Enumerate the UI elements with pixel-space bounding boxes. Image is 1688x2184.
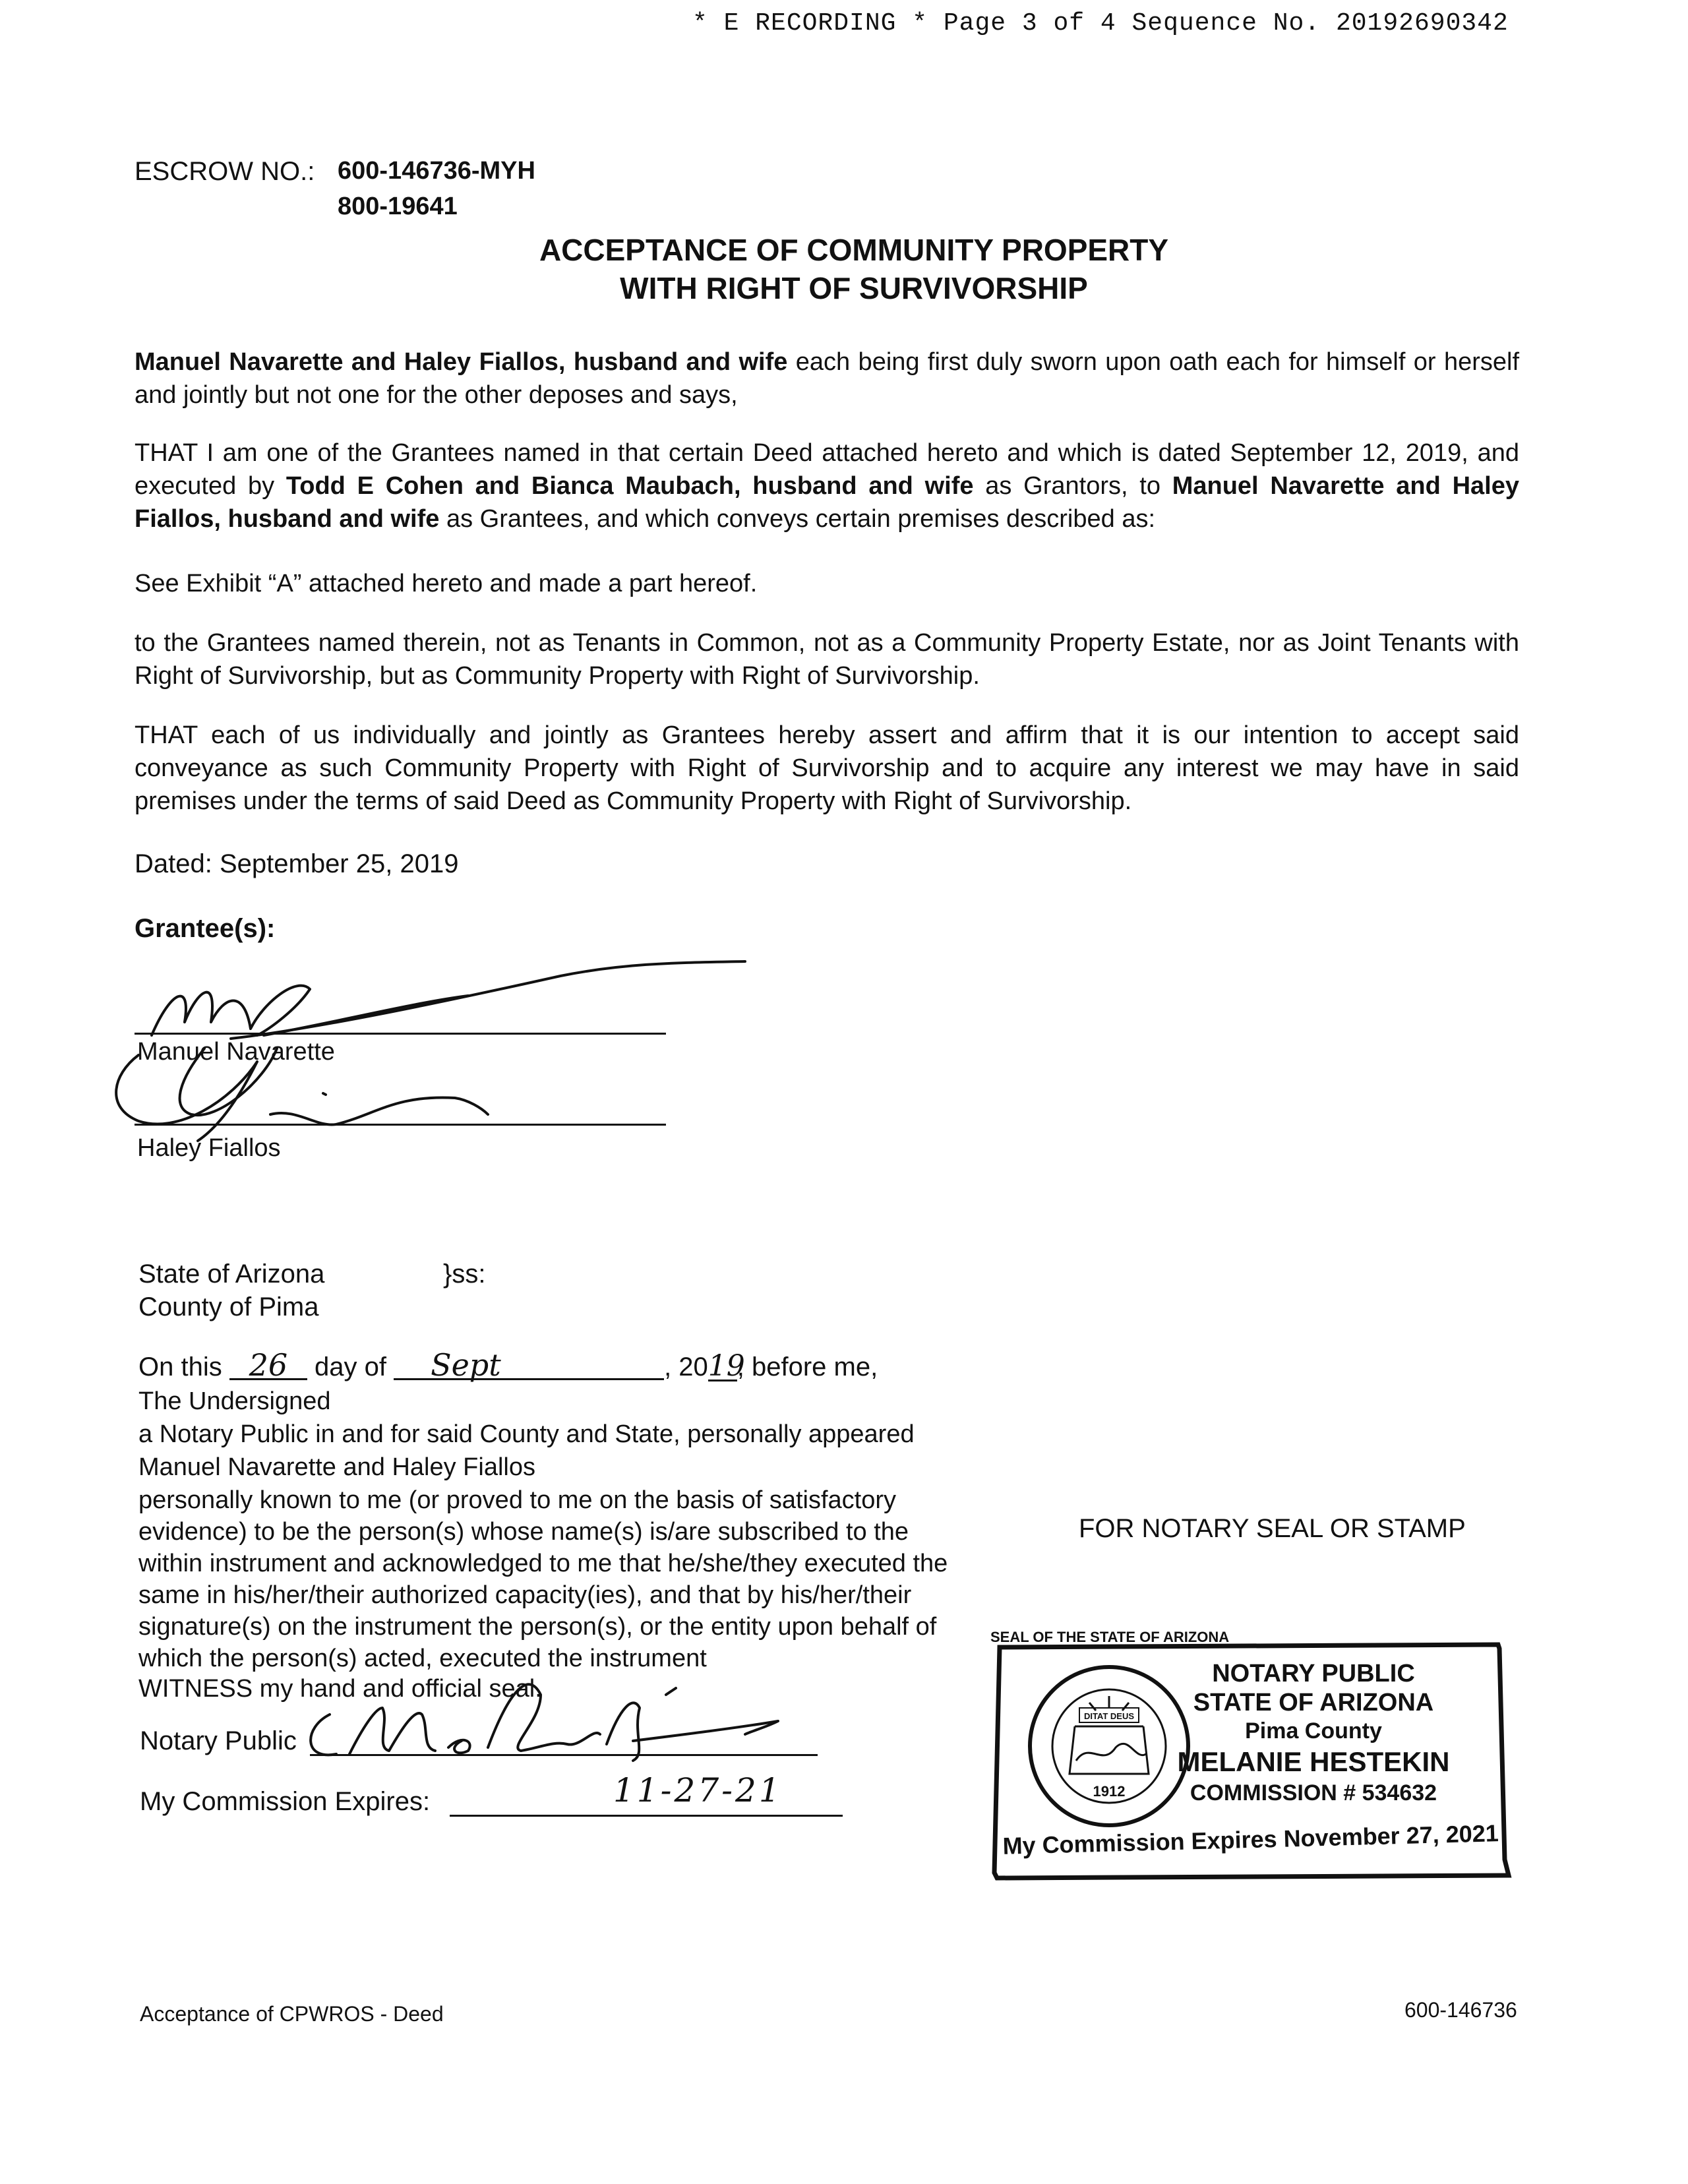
seal-motto-text: DITAT DEUS (1083, 1711, 1135, 1721)
commission-expires-label: My Commission Expires: (140, 1787, 431, 1816)
notary-public-line: a Notary Public in and for said County and State, personally appeared (138, 1420, 915, 1448)
escrow-number: 600-146736-MYH (338, 157, 535, 185)
grantor-names: Todd E Cohen and Bianca Maubach, husband and wife (286, 472, 974, 500)
signature-fiallos-dot (323, 1093, 326, 1095)
ack-line-e: signature(s) on the instrument the person(s), or the entity upon behalf of (138, 1613, 937, 1641)
deed-reference-text-b: as Grantors, to (973, 472, 1172, 500)
escrow-number-secondary: 800-19641 (338, 193, 458, 220)
footer-escrow-number: 600-146736 (1404, 1998, 1517, 2022)
escrow-label: ESCROW NO.: (135, 157, 315, 186)
ack-line-f: which the person(s) acted, executed the instrument (138, 1645, 707, 1672)
commission-expires-handwritten: 11-27-21 (613, 1771, 783, 1809)
acknowledgment-date-line (138, 1347, 878, 1383)
signature-fiallos-stroke-c (270, 1097, 488, 1124)
ack-line-d: same in his/her/their authorized capacity(ies), and that by his/her/their (138, 1581, 912, 1609)
witness-line: WITNESS my hand and official seal. (138, 1675, 542, 1703)
paragraph-exhibit: See Exhibit “A” attached hereto and made a part hereof. (135, 570, 758, 597)
footer-document-name: Acceptance of CPWROS - Deed (140, 2002, 444, 2026)
commission-expires-line (450, 1815, 843, 1817)
notary-signature-scribble (290, 1668, 818, 1767)
venue-county: County of Pima (138, 1292, 319, 1321)
signer-name-2: Haley Fiallos (137, 1134, 281, 1162)
stamp-line-commission: COMMISSION # 534632 (1190, 1780, 1437, 1805)
stamp-line-expires: My Commission Expires November 27, 2021 (1002, 1819, 1499, 1860)
stamp-line-county: Pima County (1245, 1718, 1382, 1744)
deponent-oath-text: each being first duly sworn upon oath each for himself or herself and jointly but not one for the other deposes and says, (135, 348, 1520, 409)
seal-ring-text: SEAL OF THE STATE OF ARIZONA (990, 1629, 1230, 1645)
paragraph-deponents (135, 346, 1519, 411)
grantees-label: Grantee(s): (135, 914, 276, 943)
grantee-names: Manuel Navarette and Haley Fiallos, husband and wife (135, 472, 1519, 533)
deed-reference-text-c: as Grantees, and which conveys certain premises described as: (439, 505, 1156, 533)
paragraph-deed-reference (135, 437, 1519, 535)
signature-navarette-stroke-a (152, 986, 310, 1035)
document-title-line2: WITH RIGHT OF SURVIVORSHIP (620, 271, 1088, 305)
recording-header: * E RECORDING * Page 3 of 4 Sequence No. 20192690342 (692, 9, 1509, 38)
paragraph-tenancy: to the Grantees named therein, not as Tenants in Common, not as a Community Property Estate, nor as Joint Tenants with Right of Survivorship, but as Community Property with Right of Survivorship. (135, 629, 1519, 690)
stamp-line-state: STATE OF ARIZONA (1193, 1689, 1434, 1716)
day-of-text: day of (314, 1352, 386, 1381)
stamp-line-name: MELANIE HESTEKIN (1177, 1746, 1450, 1777)
ack-line-b: evidence) to be the person(s) whose name(s) is/are subscribed to the (138, 1518, 909, 1546)
dated-line: Dated: September 25, 2019 (135, 849, 459, 878)
stamp-line-notary-public: NOTARY PUBLIC (1212, 1660, 1415, 1687)
handwritten-month: Sept (394, 1352, 664, 1380)
year-prefix: , 20 (664, 1352, 708, 1381)
notary-public-label: Notary Public (140, 1726, 297, 1755)
seal-placeholder-label: FOR NOTARY SEAL OR STAMP (1079, 1514, 1466, 1543)
on-this-text: On this (138, 1352, 222, 1381)
handwritten-year: 19 (708, 1349, 745, 1383)
signature-scribbles (99, 950, 758, 1174)
appeared-names: Manuel Navarette and Haley Fiallos (138, 1453, 535, 1481)
deed-reference-text-a: THAT I am one of the Grantees named in that certain Deed attached hereto and which is dated September 12, 2019, and executed by (135, 439, 1519, 500)
before-me-text: , before me, (737, 1352, 878, 1381)
notary-stamp (990, 1629, 1511, 1881)
paragraph-affirmation: THAT each of us individually and jointly as Grantees hereby assert and affirm that it is our intention to accept said conveyance as such Community Property with Right of Survivorship and to acquire any interest we may have in said premises under the terms of said Deed as Community Property with Right of Survivorship. (135, 721, 1519, 815)
venue-ss: }ss: (443, 1259, 486, 1289)
ack-line-a: personally known to me (or proved to me on the basis of satisfactory (138, 1486, 896, 1514)
venue-state: State of Arizona (138, 1259, 325, 1289)
signature-navarette-stroke-c (264, 996, 468, 1035)
signer-name-1: Manuel Navarette (137, 1038, 335, 1066)
document-title-line1: ACCEPTANCE OF COMMUNITY PROPERTY (539, 233, 1169, 267)
handwritten-day: 26 (229, 1352, 307, 1380)
seal-year-text: 1912 (1093, 1783, 1126, 1800)
deponent-names: Manuel Navarette and Haley Fiallos, husband and wife (135, 348, 788, 376)
ack-line-c: within instrument and acknowledged to me that he/she/they executed the (138, 1550, 948, 1577)
signature-fiallos-stroke-b (180, 1048, 277, 1115)
undersigned-line: The Undersigned (138, 1387, 331, 1415)
